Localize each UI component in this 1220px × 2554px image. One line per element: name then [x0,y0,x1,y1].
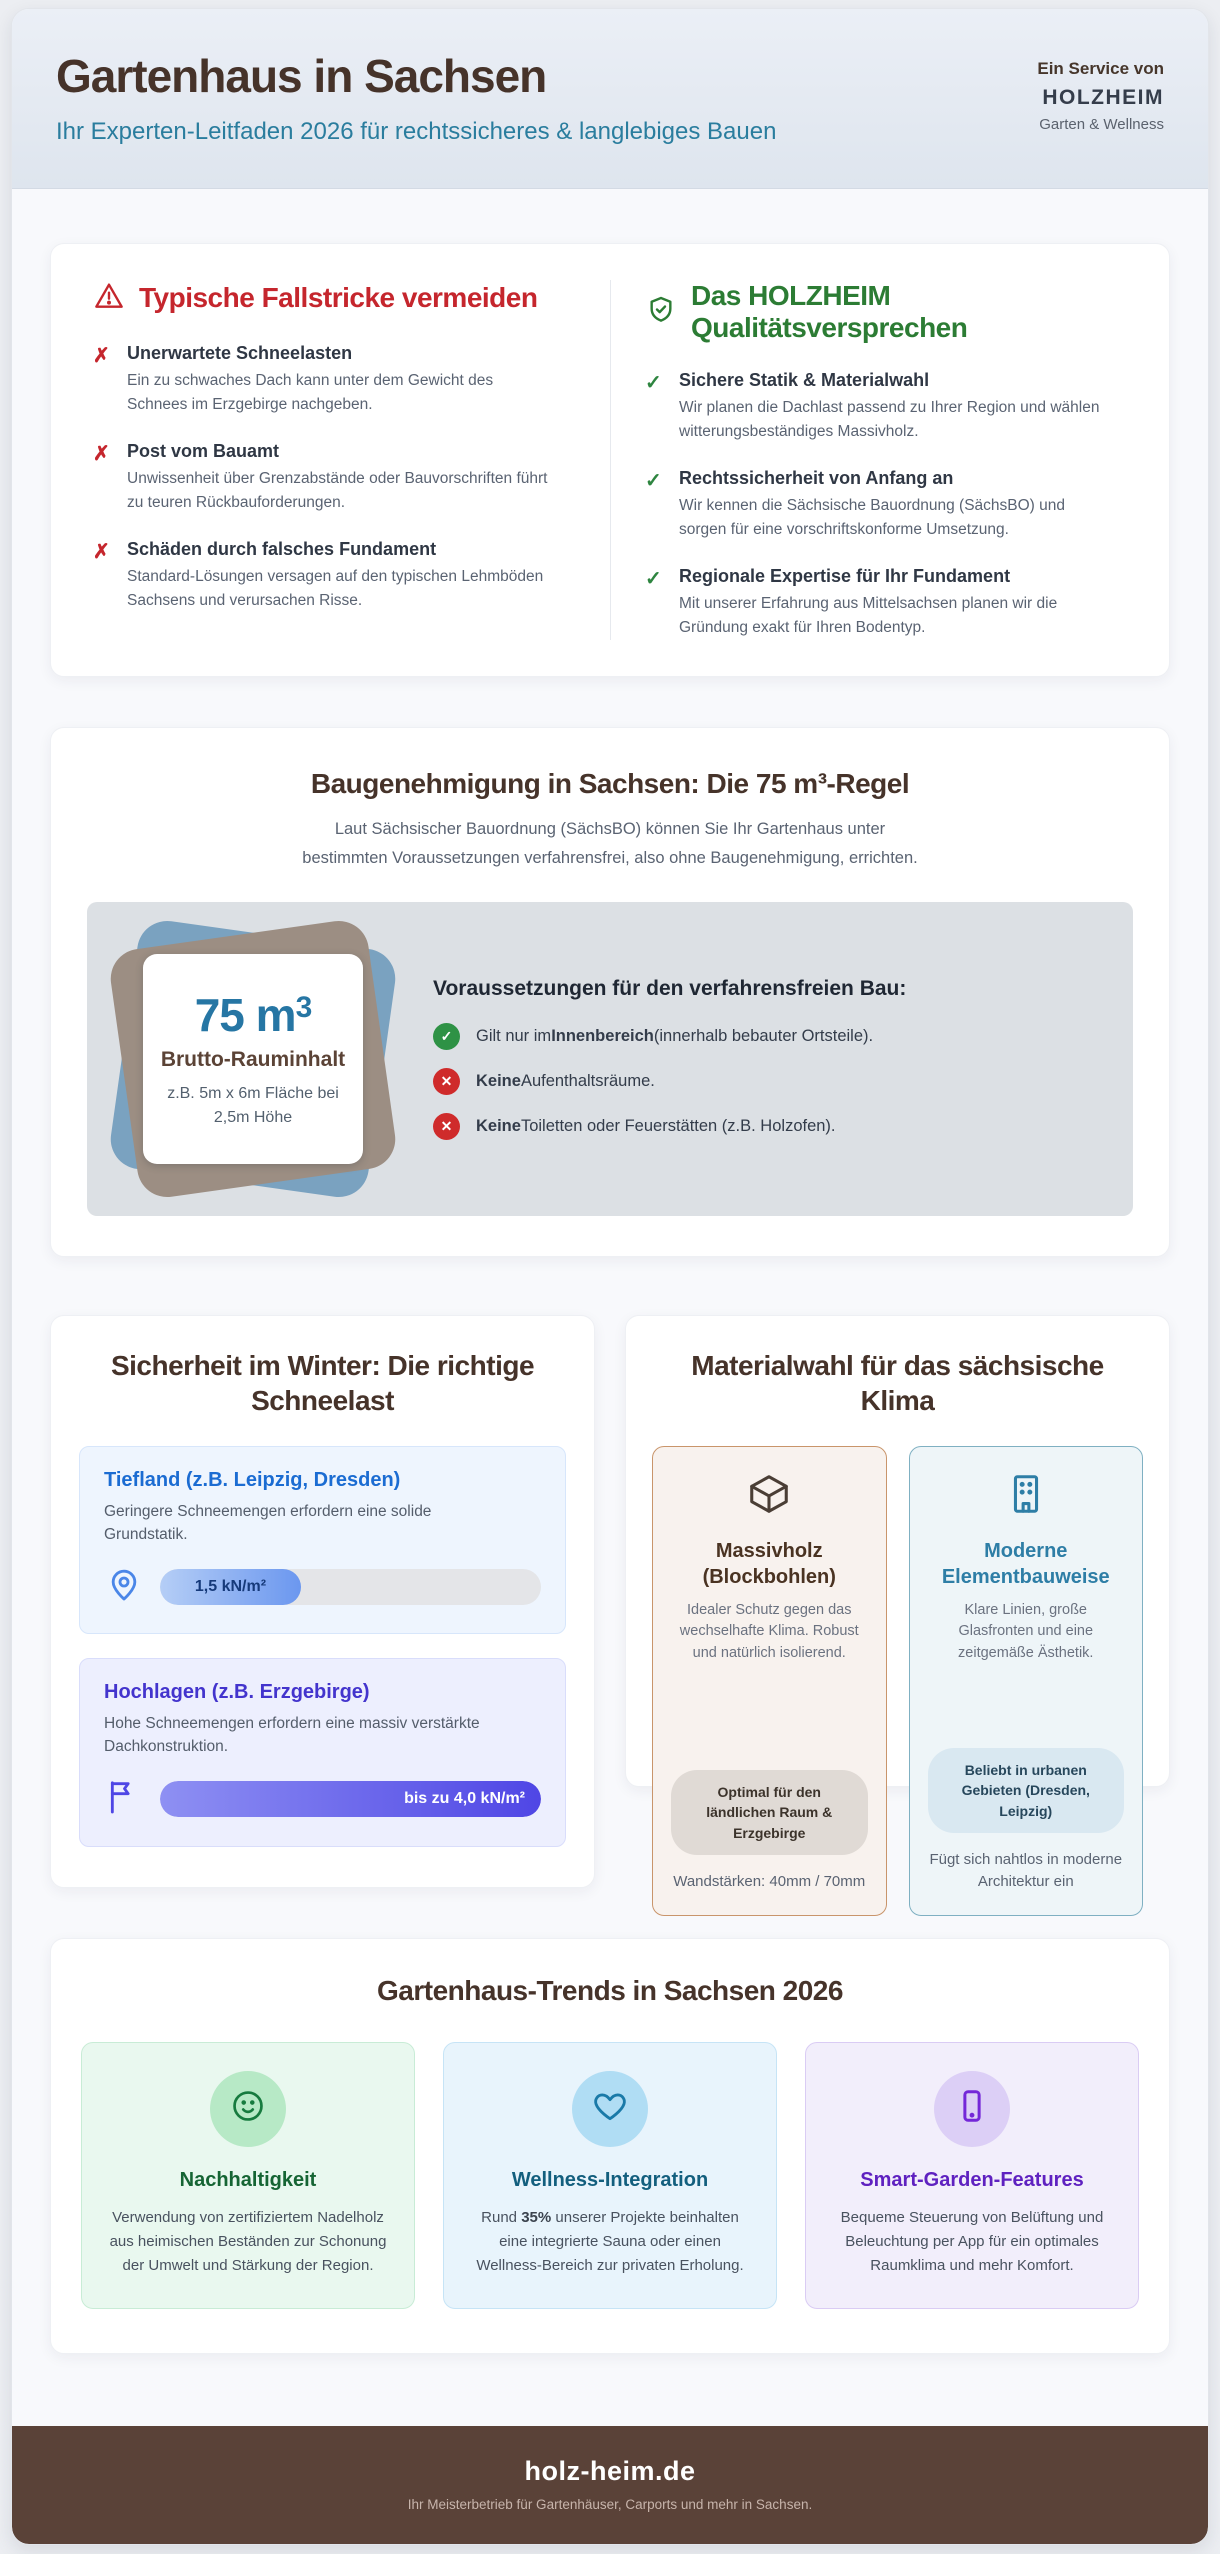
list-item [93,441,576,515]
trend-desc: Bequeme Steuerung von Belüftung und Beleuchtung per App für ein optimales Raumklima und mehr Komfort. [840,2208,1104,2274]
brand-name: HOLZHEIM [1042,85,1164,109]
header [12,9,1208,189]
material-badge: Optimal für den ländlichen Raum & Erzgebirge [671,1770,868,1855]
smiley-icon [229,2087,267,2130]
item-title: Sichere Statik & Materialwahl [679,370,930,391]
item-desc: Standard-Lösungen versagen auf den typischen Lehmböden Sachsens und verursachen Risse. [127,568,544,610]
material-badge: Beliebt in urbanen Gebieten (Dresden, Leipzig) [928,1748,1125,1833]
volume-label: Brutto-Rauminhalt [160,1048,346,1072]
materials-title: Materialwahl für das sächsische Klima [691,1349,1104,1416]
zone-name: Tiefland (z.B. Leipzig, Dresden) [104,1468,401,1491]
cross-icon: ✗ [93,443,110,466]
cross-icon: ✗ [93,344,110,367]
material-name: Massivholz (Blockbohlen) [702,1539,836,1588]
permit-subtitle: Laut Sächsischer Bauordnung (SächsBO) können Sie Ihr Gartenhaus unter bestimmten Voraussetzungen verfahrensfrei, also ohne Baugenehmigung, errichten. [302,820,918,867]
shield-check-icon [645,294,677,331]
list-item [645,566,1127,640]
item-desc: Ein zu schwaches Dach kann unter dem Gewicht des Schnees im Erzgebirge nachgeben. [127,371,494,413]
item-title: Rechtssicherheit von Anfang an [679,468,954,489]
item-title: Unerwartete Schneelasten [127,342,353,363]
promise-column [610,280,1161,640]
condition-row [433,1068,1103,1095]
zone-name: Hochlagen (z.B. Erzgebirge) [104,1681,370,1704]
condition-text: KeineToiletten oder Feuerstätten (z.B. Holzofen). [476,1117,836,1136]
volume-example: z.B. 5m x 6m Fläche bei 2,5m Höhe [167,1085,339,1126]
material-note: Fügt sich nahtlos in moderne Architektur ein [929,1851,1123,1890]
snowload-bar-fill [160,1781,541,1817]
check-icon: ✓ [645,470,662,493]
permit-title: Baugenehmigung in Sachsen: Die 75 m³-Regel [310,768,910,800]
page-subtitle: Ihr Experten-Leitfaden 2026 für rechtssicheres & langlebiges Bauen [56,117,777,145]
cube-icon [746,1471,792,1538]
zone-hochlagen [79,1658,566,1847]
building-icon [1003,1471,1049,1538]
smartphone-icon [953,2087,991,2130]
footer-tagline: Ihr Meisterbetrieb für Gartenhäuser, Carports und mehr in Sachsen. [407,2496,813,2512]
volume-graphic [117,928,389,1190]
page-title: Gartenhaus in Sachsen [56,50,547,102]
pitfalls-heading: Typische Fallstricke vermeiden [139,282,538,314]
snowload-value: 1,5 kN/m² [194,1577,267,1595]
header-text-block [56,51,776,148]
zone-desc: Hohe Schneemengen erfordern eine massiv verstärkte Dachkonstruktion. [104,1715,480,1756]
list-item [93,343,576,417]
x-circle-icon: ✕ [433,1068,460,1095]
footer-domain: holz-heim.de [524,2455,696,2486]
item-title: Post vom Bauamt [127,441,280,462]
snowload-bar-track [160,1781,541,1817]
brand-block [1014,57,1164,136]
snowload-bar-track [160,1569,541,1605]
item-title: Schäden durch falsches Fundament [127,539,437,560]
material-name: Moderne Elementbauweise [941,1539,1110,1588]
zone-tiefland [79,1446,566,1635]
material-massivholz [652,1446,887,1916]
permit-card [50,727,1170,1256]
item-desc: Wir planen die Dachlast passend zu Ihrer Region und wählen witterungsbeständiges Massivholz. [679,399,1100,441]
pitfalls-column [59,280,610,640]
promise-heading: Das HOLZHEIM Qualitätsversprechen [691,279,968,344]
x-circle-icon: ✕ [433,1113,460,1140]
icon-circle [934,2071,1010,2147]
check-icon: ✓ [645,568,662,591]
main-content [12,189,1208,2426]
promise-list [645,370,1127,640]
trends-card [50,1938,1170,2354]
warning-triangle-icon [93,280,125,317]
footer [12,2426,1208,2544]
trend-desc: Rund 35% unserer Projekte beinhalten eine integrierte Sauna oder einen Wellness-Bereich zur privaten Erholung. [476,2208,744,2274]
snowload-title: Sicherheit im Winter: Die richtige Schneelast [110,1349,535,1416]
list-item [93,539,576,613]
flag-icon [104,1777,144,1822]
trend-wellness [443,2042,777,2309]
trend-name: Smart-Garden-Features [860,2168,1084,2191]
volume-value: 75 $m^3$ [194,989,312,1042]
trends-title: Gartenhaus-Trends in Sachsen 2026 [377,1974,843,2006]
conditions-heading: Voraussetzungen für den verfahrensfreien Bau: [433,977,907,1001]
condition-text: KeineAufenthaltsräume. [476,1072,655,1091]
check-icon: ✓ [645,372,662,395]
snowload-value: bis zu 4,0 kN/m² [404,1790,525,1808]
list-item [645,370,1127,444]
zone-desc: Geringere Schneemengen erfordern eine solide Grundstatik. [104,1502,432,1543]
snowload-card [50,1315,595,1888]
pitfalls-promise-card [50,243,1170,677]
page-container [11,8,1209,2545]
pitfalls-list [93,343,576,613]
snowload-bar-fill [160,1569,301,1605]
trend-name: Wellness-Integration [511,2168,709,2191]
cross-icon: ✗ [93,541,110,564]
material-desc: Idealer Schutz gegen das wechselhafte Klima. Robust und natürlich isolierend. [679,1601,859,1662]
conditions-block [433,977,1103,1140]
brand-tagline: Garten & Wellness [1039,115,1164,133]
material-note: Wandstärken: 40mm / 70mm [673,1872,866,1890]
list-item [645,468,1127,542]
permit-box [87,902,1133,1216]
materials-card [625,1315,1170,1890]
condition-row [433,1113,1103,1140]
condition-text: Gilt nur imInnenbereich(innerhalb bebauter Ortsteile). [476,1027,874,1046]
item-desc: Mit unserer Erfahrung aus Mittelsachsen planen wir die Gründung exakt für Ihren Bodentyp. [679,595,1058,637]
icon-circle [572,2071,648,2147]
trend-nachhaltigkeit [81,2042,415,2309]
item-desc: Unwissenheit über Grenzabstände oder Bauvorschriften führt zu teuren Rückbauforderungen. [127,470,548,512]
icon-circle [210,2071,286,2147]
location-pin-icon [104,1564,144,1609]
trend-name: Nachhaltigkeit [179,2168,317,2191]
material-desc: Klare Linien, große Glasfronten und eine zeitgemäße Ästhetik. [958,1601,1094,1662]
condition-row [433,1023,1103,1050]
check-circle-icon: ✓ [433,1023,460,1050]
item-desc: Wir kennen die Sächsische Bauordnung (SächsBO) und sorgen für eine vorschriftskonforme Umsetzung. [679,497,1065,539]
snow-materials-row [50,1315,1170,1888]
trend-desc: Verwendung von zertifiziertem Nadelholz aus heimischen Beständen zur Schonung der Umwelt und Stärkung der Region. [109,2208,387,2274]
heart-icon [591,2087,629,2130]
material-elementbauweise [909,1446,1144,1916]
trend-smart-garden [805,2042,1139,2309]
item-title: Regionale Expertise für Ihr Fundament [679,566,1011,587]
volume-badge [143,954,363,1164]
brand-pre-text: Ein Service von [1037,59,1164,78]
